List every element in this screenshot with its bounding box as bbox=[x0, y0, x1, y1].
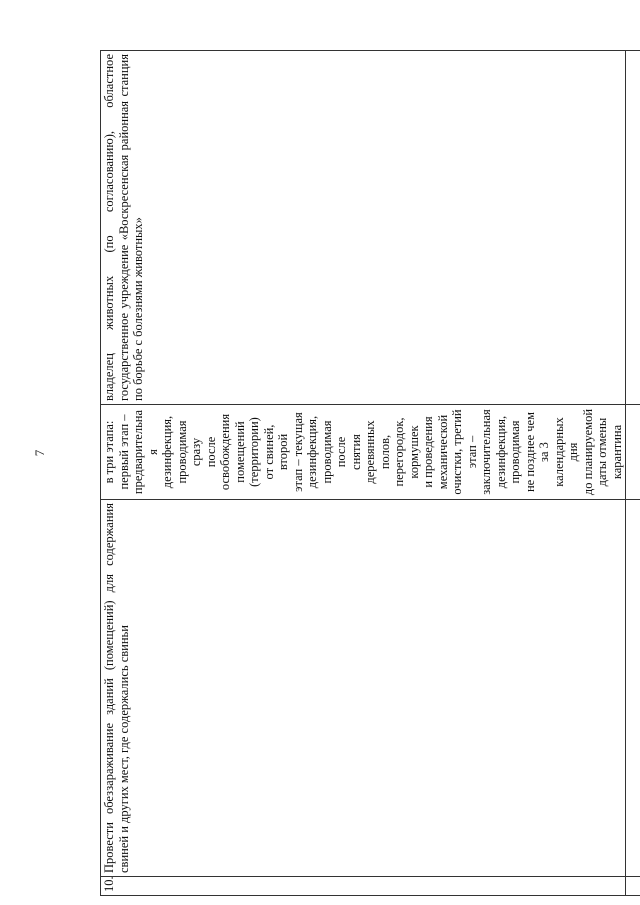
term-line: в три этапа: bbox=[102, 420, 116, 484]
term-line: очистки, третий bbox=[450, 409, 464, 495]
term-line: первый этап – bbox=[116, 414, 131, 490]
term-line: снятия bbox=[348, 434, 363, 470]
empty-cell bbox=[626, 877, 640, 896]
term-line: полов, bbox=[377, 434, 392, 470]
term-line: этап – bbox=[464, 435, 479, 469]
term-line: не позднее чем bbox=[522, 411, 537, 493]
term-line: помещений bbox=[232, 421, 247, 483]
table-row bbox=[101, 51, 626, 896]
page-number: 7 bbox=[32, 449, 47, 457]
term-line: механической bbox=[435, 414, 450, 490]
row-number: 10. bbox=[101, 877, 626, 896]
term-line: и проведения bbox=[421, 416, 435, 488]
action-cell: Провести обеззараживание зданий (помещений) для содержания свиней и других мест, где содержались свиньи bbox=[101, 500, 626, 877]
term-line: карантина bbox=[609, 424, 624, 480]
term-line: от свиней, второй bbox=[261, 424, 290, 480]
term-line: проводимая после bbox=[319, 420, 348, 484]
term-line: проводимая bbox=[508, 420, 522, 484]
responsible-cell: владелец животных (по согласованию), областное государственное учреждение «Воскресенская районная станция по борьбе с болезнями животных» bbox=[101, 51, 626, 405]
term-line: проводимая сразу bbox=[174, 420, 203, 484]
term-line: (территории) bbox=[247, 417, 261, 487]
term-line: дня bbox=[566, 442, 580, 462]
term-line: предварительная bbox=[131, 409, 160, 495]
empty-cell bbox=[626, 405, 640, 500]
rotated-table-container bbox=[100, 50, 624, 896]
table-row-continuation bbox=[626, 51, 640, 896]
term-line: даты отмены bbox=[595, 417, 609, 487]
term-line: после bbox=[203, 436, 218, 468]
term-line: освобождения bbox=[218, 413, 232, 491]
term-line: за 3 календарных bbox=[537, 417, 566, 487]
term-line: дезинфекция, bbox=[160, 415, 174, 489]
term-line: кормушек bbox=[406, 425, 421, 479]
term-line: перегородок, bbox=[392, 417, 406, 487]
term-line: дезинфекция, bbox=[493, 415, 508, 489]
term-line: этап – текущая bbox=[290, 412, 305, 492]
term-line: до планируемой bbox=[580, 408, 595, 496]
empty-cell bbox=[626, 51, 640, 405]
term-line: дезинфекция, bbox=[305, 415, 319, 489]
term-line: заключительная bbox=[479, 409, 493, 495]
term-cell bbox=[101, 405, 626, 500]
rotated-table-area bbox=[100, 50, 624, 896]
empty-cell bbox=[626, 500, 640, 877]
measures-table bbox=[100, 50, 640, 896]
term-line: деревянных bbox=[363, 420, 377, 484]
